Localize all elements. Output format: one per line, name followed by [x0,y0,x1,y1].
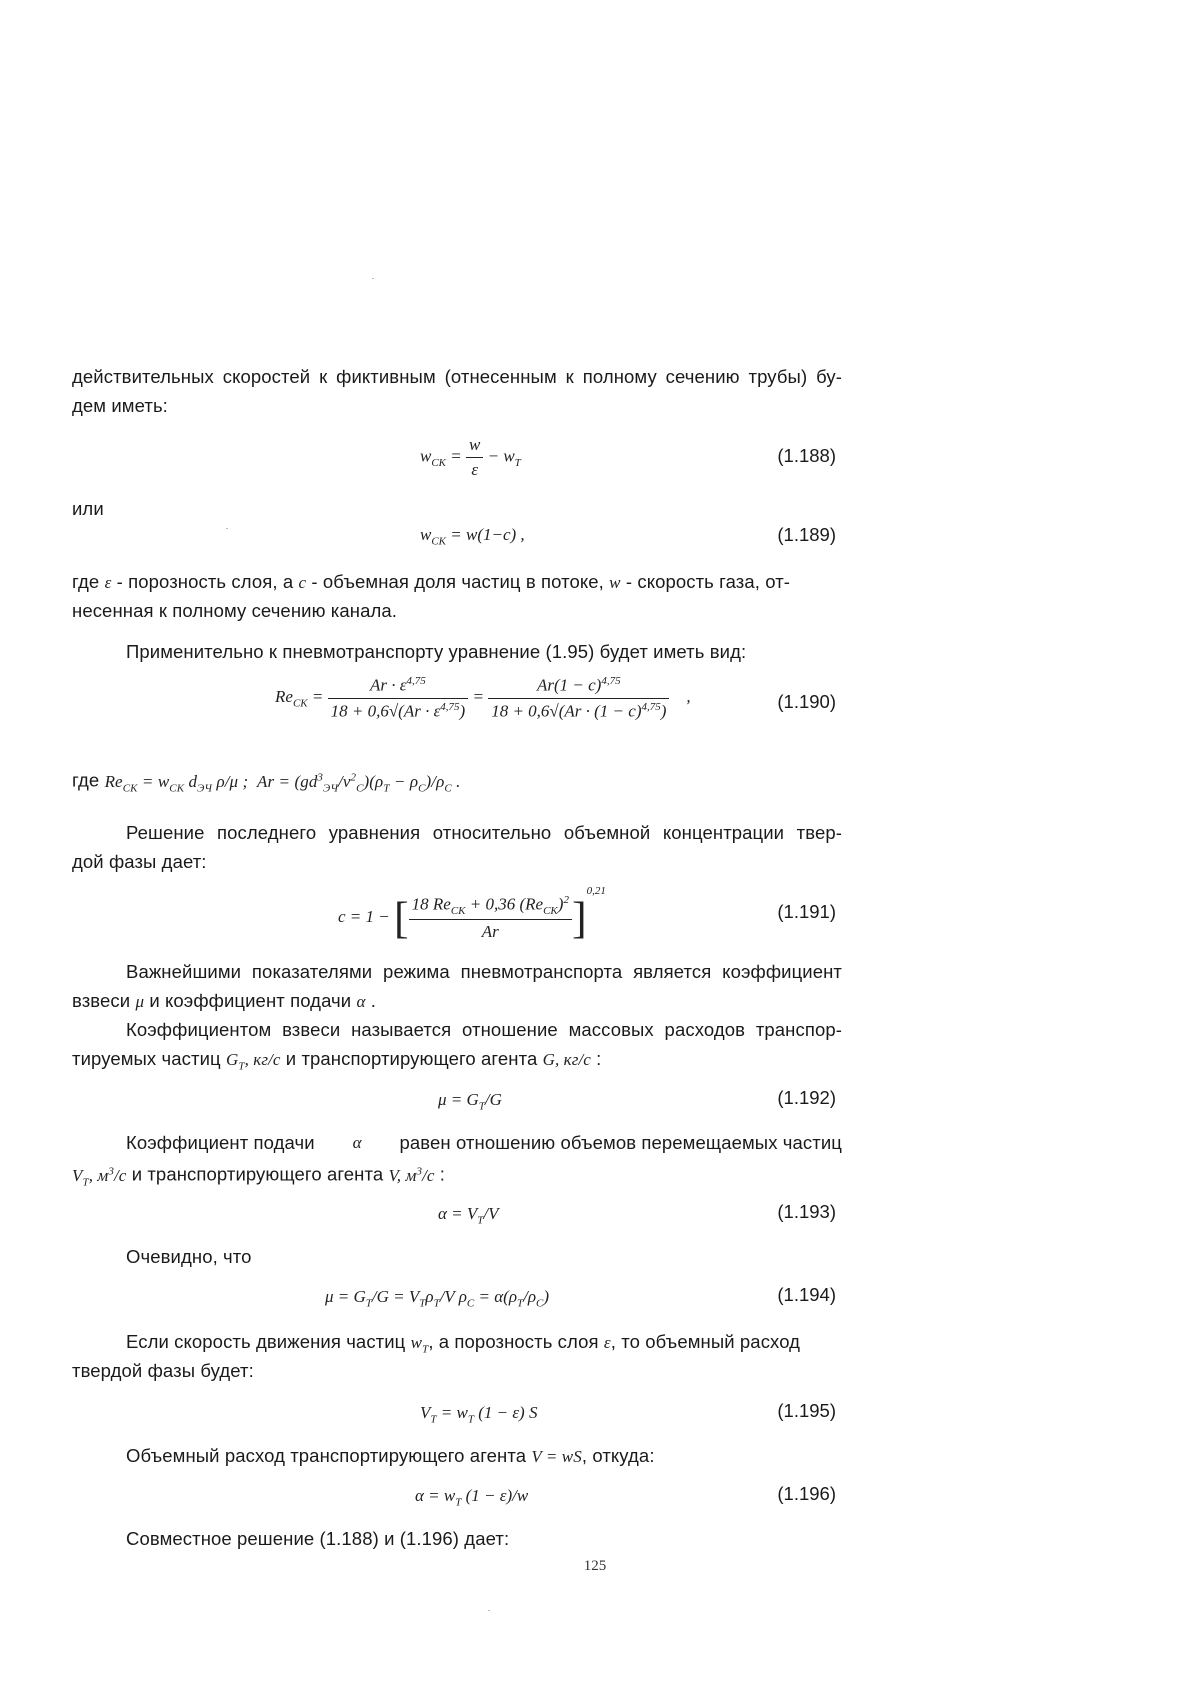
paragraph-line: дем иметь: [72,395,168,416]
text-fragment: Объемный расход транспортирующего агента [126,1445,527,1466]
equation-1-190: $Re_{CK}$ = $\frac{Ar \cdot \varepsilon^{4,75}}{18 + 0,6√(Ar \cdot \varepsilon^{4,75})}$ = $\frac{Ar(1 - c)^{4,75}}{18 + 0,6√(Ar \cdot (1 - c)^{4,75})}$ , [275,675,691,721]
paragraph-line: Применительно к пневмотранспорту уравнение (1.95) будет иметь вид: [126,641,747,662]
paragraph-line: тируемых частиц $G_T$, кг/с и транспортирующего агента G, кг/с : [72,1048,602,1073]
text-fragment: тируемых частиц [72,1048,221,1069]
text-fragment: Коэффициент подачи [126,1132,315,1153]
equation-number: (1.189) [777,524,836,545]
paragraph-line: Важнейшими показателями режима пневмотранспорта является коэффициент [126,961,842,982]
paragraph-line: где ε - порозность слоя, а c - объемная доля частиц в потоке, w - скорость газа, от- [72,571,791,592]
text-fragment: - объемная доля частиц в потоке, [311,571,604,592]
scan-speck [226,528,228,529]
paragraph-line: или [72,498,104,519]
paragraph-line: Очевидно, что [126,1246,252,1267]
paragraph-line: взвеси μ и коэффициент подачи α . [72,990,376,1011]
paragraph-line: Коэффициент подачи α равен отношению объемов перемещаемых частиц [126,1128,842,1157]
equation-1-192: $\mu = G_T/G$ [438,1090,502,1113]
paragraph-line: где $Re_{CK} = w_{CK}$ $d_{ЭЧ}$ ρ/μ ; $Ar = (gd^3_{ЭЧ}/\nu^2_C)(\rho_T - \rho_C)/\rho_C$ . [72,769,461,795]
paragraph-line: Коэффициентом взвеси называется отношение массовых расходов транспор- [126,1019,842,1040]
equation-1-189: $w_{CK} = w(1-c)$ , [420,525,525,548]
paragraph-line: дой фазы дает: [72,851,207,872]
equation-number: (1.193) [777,1201,836,1222]
text-fragment: , то объемный расход [610,1331,801,1352]
text-fragment: взвеси [72,990,131,1011]
paragraph-line: Если скорость движения частиц $w_T$, а порозность слоя ε, то объемный расход [126,1331,801,1356]
paragraph-line: Объемный расход транспортирующего агента V = wS, откуда: [126,1445,655,1466]
text-fragment: где [72,769,100,791]
equation-1-193: $\alpha = V_T/V$ [438,1204,499,1227]
equation-number: (1.194) [777,1284,836,1305]
paragraph-line: Решение последнего уравнения относительно объемной концентрации твер- [126,822,842,843]
equation-1-191: c = 1 − [ $\frac{18 Re_{CK} + 0,36 (Re_{CK})^2}{Ar}$ ]$^{0,21}$ [338,885,606,943]
equation-number: (1.196) [777,1483,836,1504]
equation-number: (1.188) [777,445,836,466]
text-fragment: равен отношению объемов перемещаемых частиц [399,1132,842,1153]
equation-number: (1.192) [777,1087,836,1108]
text-fragment: - скорость газа, от- [625,571,791,592]
text-fragment: где [72,571,100,592]
equation-1-188: $w_{CK}$ = $\frac{w}{\varepsilon}$ − $w_T$ [420,435,521,479]
paragraph-line: Совместное решение (1.188) и (1.196) дает: [126,1528,510,1549]
equation-1-194: $\mu = G_T/G = V_T\rho_T/V$ $\rho_C = \alpha(\rho_T/\rho_C)$ [325,1287,550,1310]
equation-number: (1.191) [777,901,836,922]
text-fragment: и транспортирующего агента [131,1163,384,1185]
paragraph-line: несенная к полному сечению канала. [72,600,398,621]
equation-number: (1.195) [777,1400,836,1421]
text-fragment: и коэффициент подачи [149,990,352,1011]
paragraph-line: действительных скоростей к фиктивным (отнесенным к полному сечению трубы) бу- [72,366,842,387]
text-fragment: , откуда: [581,1445,655,1466]
text-fragment: , а порозность слоя [428,1331,599,1352]
scan-speck [372,278,374,279]
equation-number: (1.190) [777,691,836,712]
scan-speck [488,1610,490,1611]
equation-1-196: $\alpha = w_T$ (1 − ε)/w [415,1486,529,1509]
text-fragment: и транспортирующего агента [285,1048,538,1069]
text-fragment: Если скорость движения частиц [126,1331,406,1352]
text-fragment: - порозность слоя, а [116,571,294,592]
equation-1-195: $V_T = w_T$ (1 − ε) S [420,1403,538,1426]
paragraph-line: твердой фазы будет: [72,1360,254,1381]
page-number: 125 [583,1558,607,1574]
paragraph-line: $V_T$, $м^3/с$ и транспортирующего агента V, $м^3/с$ : [72,1163,446,1189]
